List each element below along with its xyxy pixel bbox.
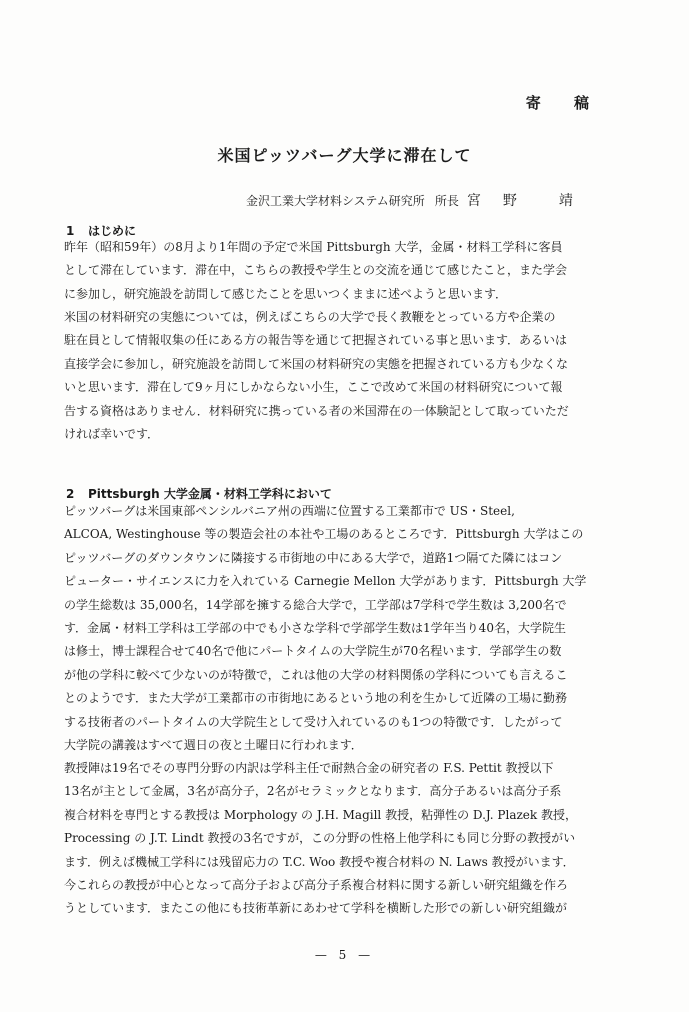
text-line: Processing の J.T. Lindt 教授の3名ですが，この分野の性格上他学科にも同じ分野の教授がい xyxy=(64,831,576,846)
author-given-name: 靖 xyxy=(558,193,573,209)
text-line: 大学院の講義はすべて週日の夜と土曜日に行われます． xyxy=(64,737,363,752)
section-1-paragraph-1 xyxy=(64,236,604,306)
text-line: に参加し，研究施設を訪問して感じたことを思いつくままに述べようと思います． xyxy=(64,286,508,301)
text-line: 教授陣は19名でその専門分野の内訳は学科主任で耐熱合金の研究者の F.S. Pettit 教授以下 xyxy=(64,761,554,775)
text-line: ピューター・サイエンスに力を入れている Carnegie Mellon 大学があります．Pittsburgh 大学 xyxy=(64,574,587,589)
text-line: 米国の材料研究の実態については，例えばこちらの大学で長く教鞭をとっている方や企業の xyxy=(64,310,556,324)
text-line: が他の学科に較べて少ないのが特徴で，これは他の大学の材料関係の学科についても言えるこ xyxy=(64,667,568,682)
section-2-paragraph-1 xyxy=(64,500,604,757)
section-2-title: Pittsburgh 大学金属・材料工学科において xyxy=(88,487,332,501)
text-line: 複合材料を専門とする教授は Morphology の J.H. Magill 教授，粘弾性の D.J. Plazek 教授， xyxy=(64,807,577,822)
author-surname: 宮野 xyxy=(466,193,539,209)
article-title: 米国ピッツバーグ大学に滞在して xyxy=(217,146,472,165)
text-line: する技術者のパートタイムの大学院生として受け入れているのも1つの特徴です．したがって xyxy=(64,714,563,729)
text-line: 告する資格はありません．材料研究に携っている者の米国滞在の一体験記として取っていただ xyxy=(64,403,569,418)
author-affiliation: 金沢工業大学材料システム研究所 xyxy=(246,194,425,208)
page-number: — 5 — xyxy=(314,948,375,962)
section-1-paragraph-2 xyxy=(64,306,604,446)
text-line: うとしています．またこの他にも技術革新にあわせて学科を横断した形での新しい研究組織が xyxy=(64,901,568,916)
section-2-number: 2 xyxy=(66,487,75,501)
text-line: ピッツバーグは米国東部ペンシルバニア州の西端に位置する工業都市で US・Steel, xyxy=(64,504,515,518)
section-1-title: はじめに xyxy=(88,224,137,238)
category-label: 寄 稿 xyxy=(525,94,603,112)
text-line: 13名が主として金属，3名が高分子，2名がセラミックとなります．高分子あるいは高分子系 xyxy=(64,784,562,799)
text-line: の学生総数は 35,000名，14学部を擁する総合大学で，工学部は7学科で学生数は 3,200名で xyxy=(64,597,567,612)
author-position: 所長 xyxy=(434,194,459,208)
text-line: ます．例えば機械工学科には残留応力の T.C. Woo 教授や複合材料の N. Laws 教授がいます． xyxy=(64,854,575,869)
text-line: 駐在員として情報収集の任にある方の報告等を通じて把握されている事と思います．あるいは xyxy=(64,333,568,348)
text-line: ALCOA, Westinghouse 等の製造会社の本社や工場のあるところです．Pittsburgh 大学はこの xyxy=(64,527,584,542)
text-line: ければ幸いです． xyxy=(64,426,160,441)
text-line: ピッツバーグのダウンタウンに隣接する市街地の中にある大学で，道路1つ隔てた隣にはコン xyxy=(64,550,563,565)
text-line: す．金属・材料工学科は工学部の中でも小さな学科で学部学生数は1学年当り40名，大学院生 xyxy=(64,620,566,635)
text-line: 今これらの教授が中心となって高分子および高分子系複合材料に関する新しい研究組織を作ろ xyxy=(64,877,569,892)
text-line: とのようです．また大学が工業都市の市街地にあるという地の利を生かして近隣の工場に勤務 xyxy=(64,691,568,706)
section-2-paragraph-2 xyxy=(64,757,604,921)
text-line: いと思います．滞在して9ヶ月にしかならない小生，ここで改めて米国の材料研究について報 xyxy=(64,380,563,395)
section-1-number: 1 xyxy=(66,224,75,238)
author-line xyxy=(246,190,573,210)
text-line: 昨年（昭和59年）の8月より1年間の予定で米国 Pittsburgh 大学，金属・材料工学科に客員 xyxy=(64,240,563,254)
text-line: 直接学会に参加し，研究施設を訪問して米国の材料研究の実態を把握されている方も少なくな xyxy=(64,356,569,371)
text-line: は修士，博士課程合せて40名で他にパートタイムの大学院生が70名程います．学部学生の数 xyxy=(64,644,562,659)
text-line: として滞在しています．滞在中，こちらの教授や学生との交流を通じて感じたこと，また学会 xyxy=(64,263,568,278)
